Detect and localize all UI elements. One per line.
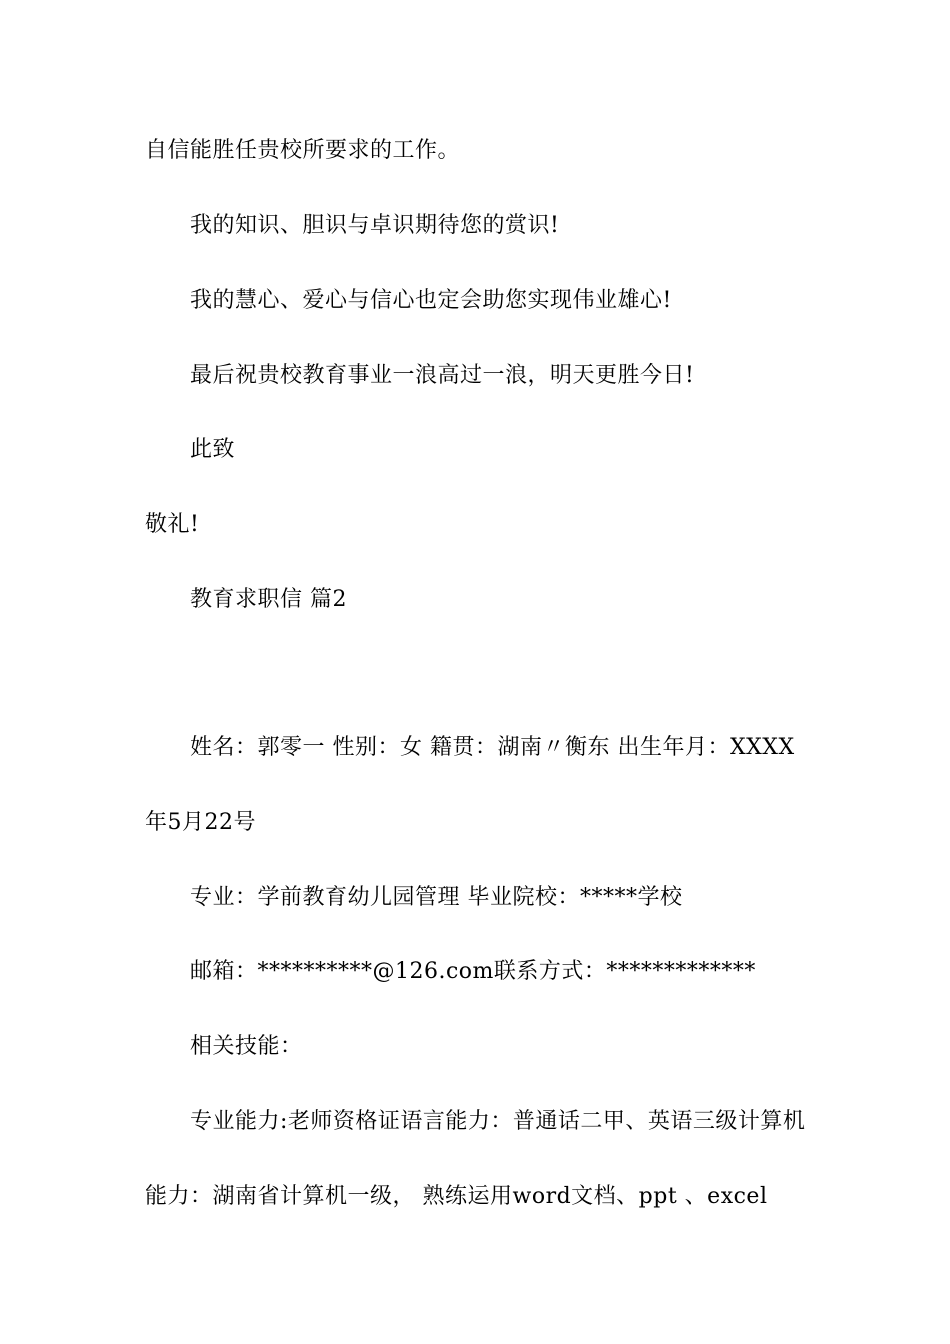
skills-heading: 相关技能： [190,1034,303,1059]
contact-line: 邮箱：**********@126.com联系方式：************* [190,959,756,984]
section-title: 教育求职信 篇2 [190,587,347,612]
paragraph-line-4: 最后祝贵校教育事业一浪高过一浪，明天更胜今日! [190,363,695,388]
closing-regards: 敬礼! [145,512,200,537]
closing-salutation: 此致 [190,437,236,462]
personal-info-line-2: 年5月22号 [145,810,256,835]
personal-info-line-1: 姓名：郭零一 性别：女 籍贯：湖南〃衡东 出生年月：XXXX [190,735,795,760]
paragraph-line-3: 我的慧心、爱心与信心也定会助您实现伟业雄心! [190,288,672,313]
paragraph-line-2: 我的知识、胆识与卓识期待您的赏识! [190,213,560,238]
paragraph-line-1: 自信能胜任贵校所要求的工作。 [145,138,461,163]
skills-line-2: 能力：湖南省计算机一级， 熟练运用word文档、ppt 、excel [145,1184,768,1209]
major-school-line: 专业：学前教育幼儿园管理 毕业院校：*****学校 [190,885,683,910]
skills-line-1: 专业能力:老师资格证语言能力：普通话二甲、英语三级计算机 [190,1109,806,1134]
